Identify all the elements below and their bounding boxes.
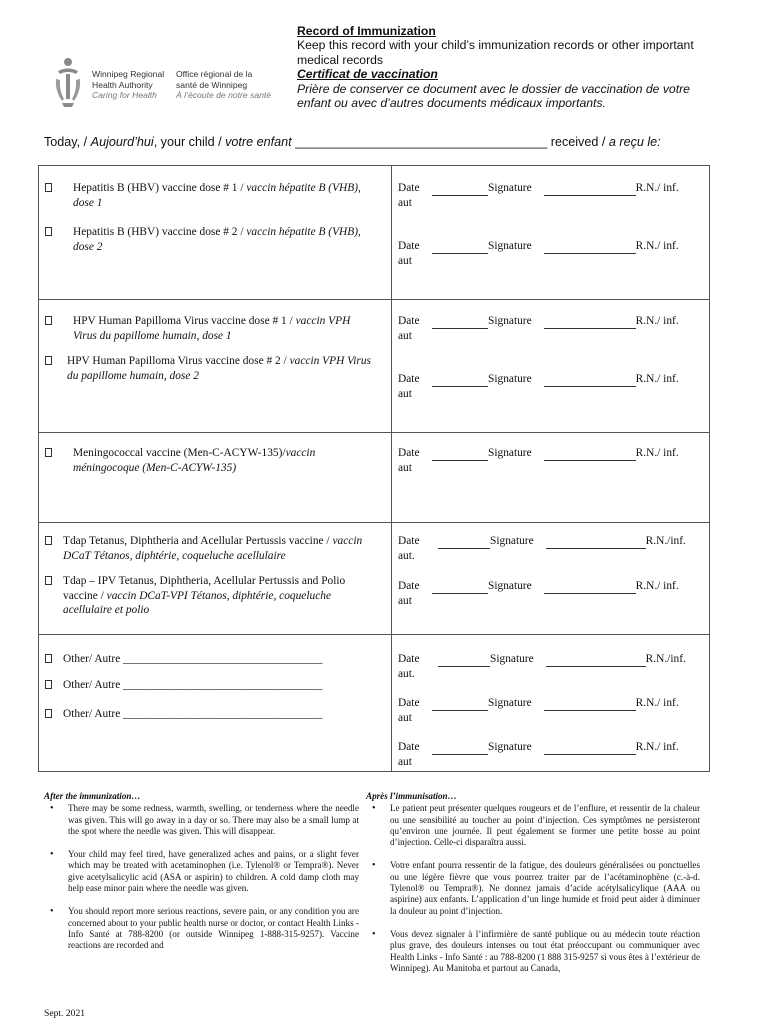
signature-row xyxy=(398,372,708,401)
subtitle-english: Keep this record with your child’s immunization records or other important medical records xyxy=(297,38,694,67)
date-field[interactable] xyxy=(432,376,488,387)
rn-inf-label: R.N./ inf. xyxy=(635,315,679,327)
footer-date: Sept. 2021 xyxy=(44,1008,86,1019)
vaccine-name-fr: vaccin VPH Virus du papillome humain, dose 2 xyxy=(67,355,371,382)
intro-your-child: , your child / xyxy=(153,135,226,149)
info-heading-fr: Après l’immunisation… xyxy=(366,791,457,801)
logo-english-text xyxy=(92,69,164,101)
logo-fr-line1: Office régional de la xyxy=(176,69,253,79)
date-field[interactable] xyxy=(432,744,488,755)
signature-label: Signature xyxy=(488,240,532,252)
signature-field[interactable] xyxy=(546,656,646,667)
vaccine-row-hpv-1 xyxy=(45,314,375,343)
child-name-blank[interactable]: ____________________________________ xyxy=(291,135,551,149)
checkbox[interactable] xyxy=(45,680,52,689)
wrha-logo-mark xyxy=(52,57,84,109)
rn-inf-label: R.N./ inf. xyxy=(635,697,679,709)
vaccine-name-en: Tdap Tetanus, Diphtheria and Acellular Pertussis vaccine / xyxy=(63,535,333,547)
signature-field[interactable] xyxy=(544,185,636,196)
aut-label: aut. xyxy=(398,549,415,562)
signature-label: Signature xyxy=(490,535,534,547)
aut-label: aut xyxy=(398,254,412,267)
date-field[interactable] xyxy=(438,538,490,549)
rn-inf-label: R.N./ inf. xyxy=(635,741,679,753)
signature-row xyxy=(398,181,708,210)
intro-today-fr: Aujourd’hui xyxy=(90,135,154,149)
rn-inf-label: R.N./ inf. xyxy=(635,580,679,592)
title-english: Record of Immunization xyxy=(297,24,436,38)
signature-label: Signature xyxy=(488,741,532,753)
aut-label: aut. xyxy=(398,667,415,680)
vaccine-table xyxy=(38,165,710,772)
signature-field[interactable] xyxy=(544,243,636,254)
info-french xyxy=(366,791,700,986)
wrha-logo xyxy=(52,57,287,109)
date-field[interactable] xyxy=(432,243,488,254)
vaccine-name-en: Meningococcal vaccine (Men-C-ACYW-135)/ xyxy=(73,447,286,459)
other-vaccine-field[interactable]: Other/ Autre ___________________________________ xyxy=(63,679,323,691)
signature-label: Signature xyxy=(488,697,532,709)
signature-field[interactable] xyxy=(544,376,636,387)
vaccine-name-en: Hepatitis B (HBV) vaccine dose # 1 / xyxy=(73,182,247,194)
signature-row xyxy=(398,534,708,563)
signature-row xyxy=(398,314,708,343)
checkbox[interactable] xyxy=(45,576,52,585)
vaccine-name-en: Hepatitis B (HBV) vaccine dose # 2 / xyxy=(73,226,247,238)
info-bullet: • Vous devez signaler à l’infirmière de santé publique ou au médecin toute réaction plus grave, des douleurs intenses ou tout état préoccupant ou communiquer avec Health Links - Info Santé : au 788-8200 (1 888 315-9257 si vous êtes à l’extérieur de Winnipeg). Au Manitoba et partout au Canada, xyxy=(366,929,700,974)
vaccine-row-other-3 xyxy=(45,707,385,722)
document-header xyxy=(297,24,717,110)
signature-field[interactable] xyxy=(544,744,636,755)
vaccine-row-hepb-2 xyxy=(45,225,375,254)
logo-en-line2: Health Authority xyxy=(92,79,153,90)
date-field[interactable] xyxy=(438,656,490,667)
intro-received-fr: a reçu le: xyxy=(608,135,661,149)
date-field[interactable] xyxy=(432,583,488,594)
checkbox[interactable] xyxy=(45,183,52,192)
intro-line xyxy=(44,135,661,149)
aut-label: aut xyxy=(398,711,412,724)
signature-field[interactable] xyxy=(544,700,636,711)
logo-fr-tagline: À l’écoute de notre santé xyxy=(176,90,272,101)
signature-field[interactable] xyxy=(544,583,636,594)
signature-label: Signature xyxy=(488,182,532,194)
rn-inf-label: R.N./inf. xyxy=(645,535,686,547)
signature-row xyxy=(398,446,708,475)
checkbox[interactable] xyxy=(45,536,52,545)
info-heading-en: After the immunization… xyxy=(44,791,141,801)
vaccine-row-hpv-2 xyxy=(45,354,385,383)
logo-en-tagline: Caring for Health xyxy=(92,90,157,101)
vaccine-name-fr: vaccin DCaT Tétanos, diphtérie, coqueluche acellulaire xyxy=(63,535,363,562)
vaccine-name-fr: vaccin DCaT-VPI Tétanos, diphtérie, coqueluche acellulaire et polio xyxy=(63,589,332,617)
intro-your-child-fr: votre enfant xyxy=(225,135,292,149)
signature-row xyxy=(398,652,708,681)
vaccine-row-tdap-ipv xyxy=(45,574,380,618)
rn-inf-label: R.N./ inf. xyxy=(635,240,679,252)
info-bullet: • There may be some redness, warmth, swelling, or tenderness where the needle was given. This will go away in a day or so. There may also be a small lump at the spot where the needle was given. This will disappear. xyxy=(44,803,359,837)
checkbox[interactable] xyxy=(45,316,52,325)
logo-en-line1: Winnipeg Regional xyxy=(92,69,165,79)
checkbox[interactable] xyxy=(45,356,52,365)
signature-row xyxy=(398,740,708,769)
signature-row xyxy=(398,696,708,725)
intro-received: received / xyxy=(550,135,609,149)
date-field[interactable] xyxy=(432,700,488,711)
checkbox[interactable] xyxy=(45,654,52,663)
signature-label: Signature xyxy=(488,580,532,592)
signature-field[interactable] xyxy=(546,538,646,549)
rn-inf-label: R.N./inf. xyxy=(645,653,686,665)
logo-fr-line2: santé de Winnipeg xyxy=(176,79,248,90)
vaccine-name-fr: vaccin hépatite B (VHB), dose 2 xyxy=(73,226,361,253)
title-french: Certificat de vaccination xyxy=(297,67,438,82)
other-vaccine-field[interactable]: Other/ Autre ___________________________________ xyxy=(63,653,323,665)
date-label: Date xyxy=(398,535,420,547)
aut-label: aut xyxy=(398,461,412,474)
date-field[interactable] xyxy=(432,450,488,461)
table-divider xyxy=(39,432,709,433)
signature-row xyxy=(398,239,708,268)
vaccine-name-en: HPV Human Papilloma Virus vaccine dose # 2 / xyxy=(67,355,290,367)
signature-label: Signature xyxy=(488,315,532,327)
aut-label: aut xyxy=(398,196,412,209)
signature-row xyxy=(398,579,708,608)
logo-french-text xyxy=(176,69,271,101)
vaccine-row-tdap xyxy=(45,534,385,563)
rn-inf-label: R.N./ inf. xyxy=(635,182,679,194)
vaccine-row-hepb-1 xyxy=(45,181,375,210)
signature-label: Signature xyxy=(488,373,532,385)
rn-inf-label: R.N./ inf. xyxy=(635,447,679,459)
date-label: Date xyxy=(398,580,420,592)
date-field[interactable] xyxy=(432,185,488,196)
intro-today: Today, / xyxy=(44,135,91,149)
table-divider xyxy=(39,522,709,523)
info-bullet: • Le patient peut présenter quelques rougeurs et de l’enflure, et ressentir de la chaleur ou une sensibilité au toucher au point d’injection. Ces symptômes ne persisteront qu’environ une journée. Il peut également se former une petite bosse au point d’injection. Celle-ci disparaîtra aussi. xyxy=(366,803,700,848)
aut-label: aut xyxy=(398,594,412,607)
checkbox[interactable] xyxy=(45,709,52,718)
table-column-divider xyxy=(391,166,392,771)
date-label: Date xyxy=(398,447,420,459)
table-divider xyxy=(39,634,709,635)
vaccine-row-meningococcal xyxy=(45,446,375,475)
info-english xyxy=(44,791,359,964)
signature-label: Signature xyxy=(490,653,534,665)
date-label: Date xyxy=(398,697,420,709)
checkbox[interactable] xyxy=(45,227,52,236)
date-field[interactable] xyxy=(432,318,488,329)
rn-inf-label: R.N./ inf. xyxy=(635,373,679,385)
date-label: Date xyxy=(398,653,420,665)
signature-field[interactable] xyxy=(544,318,636,329)
aut-label: aut xyxy=(398,755,412,768)
date-label: Date xyxy=(398,315,420,327)
info-bullet: • Your child may feel tired, have generalized aches and pains, or a slight fever which may be treated with acetaminophen (i.e. Tylenol® or Tempra®). Never give acetylsalicylic acid (ASA or aspirin) to children. A cold damp cloth may help ease minor pain where the needle was given. xyxy=(44,849,359,894)
signature-label: Signature xyxy=(488,447,532,459)
vaccine-name-fr: vaccin hépatite B (VHB), dose 1 xyxy=(73,182,361,209)
signature-field[interactable] xyxy=(544,450,636,461)
other-vaccine-field[interactable]: Other/ Autre ___________________________________ xyxy=(63,708,323,720)
vaccine-row-other-2 xyxy=(45,678,385,693)
date-label: Date xyxy=(398,741,420,753)
subtitle-french: Prière de conserver ce document avec le dossier de vaccination de votre enfant ou avec d’autres documents médicaux importants. xyxy=(297,81,690,111)
aut-label: aut xyxy=(398,387,412,400)
date-label: Date xyxy=(398,182,420,194)
info-bullet: • Votre enfant pourra ressentir de la fatigue, des douleurs généralisées ou ponctuelles ou une légère fièvre que vous pourrez traiter par de l’acétaminophène (c.-à-d. Tylenol® ou Tempra®). Ne donnez jamais d’acide acétylsalicylique (AAA ou aspirine) aux enfants. L’application d’un linge humide et froid peut aider à diminuer la douleur au point d’injection. xyxy=(366,860,700,916)
checkbox[interactable] xyxy=(45,448,52,457)
vaccine-name-en: Tdap – IPV Tetanus, Diphtheria, Acellular Pertussis and Polio vaccine / xyxy=(63,575,346,602)
vaccine-name-fr: vaccin VPH Virus du papillome humain, dose 1 xyxy=(73,315,351,342)
info-bullet: • You should report more serious reactions, severe pain, or any condition you are concerned about to your public health nurse or doctor, or contact Health Links - Info Santé at 788-8200 (or outside Winnipeg 1-888-315-9257). Vaccine reactions are recorded and xyxy=(44,906,359,951)
aut-label: aut xyxy=(398,329,412,342)
table-divider xyxy=(39,299,709,300)
date-label: Date xyxy=(398,373,420,385)
vaccine-name-fr: vaccin méningocoque (Men-C-ACYW-135) xyxy=(73,447,316,474)
vaccine-name-en: HPV Human Papilloma Virus vaccine dose # 1 / xyxy=(73,315,296,327)
date-label: Date xyxy=(398,240,420,252)
vaccine-row-other-1 xyxy=(45,652,385,667)
